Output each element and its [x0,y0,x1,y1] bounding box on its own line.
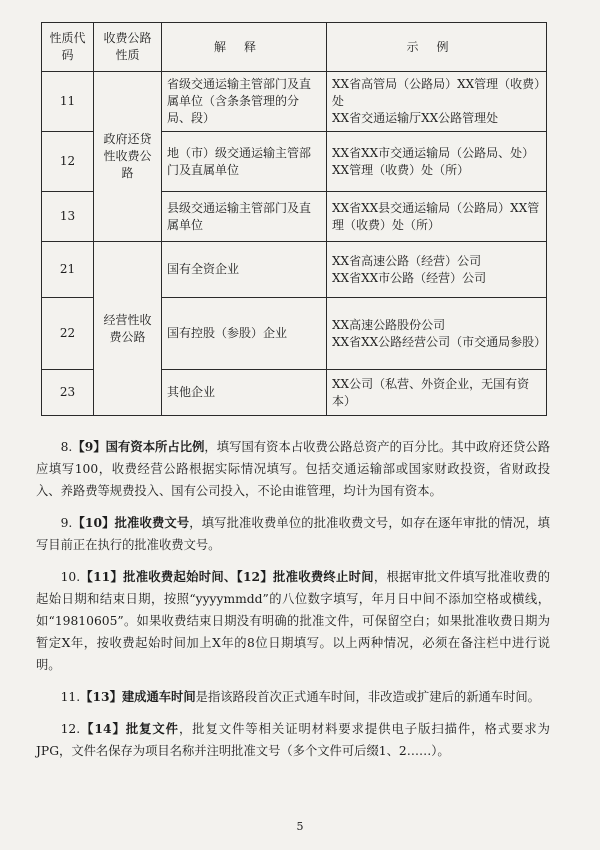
paragraph-12 [36,718,550,762]
row-example: XX公司（私营、外资企业，无国有资本） [327,370,547,416]
item-text: ，批复文件等相关证明材料要求提供电子版扫描件，格式要求为JPG，文件名保存为项目名称并注明批准文号（多个文件可后缀1、2……）。 [36,722,550,758]
row-explain: 其他企业 [162,370,327,416]
item-number: 11. [60,690,81,704]
row-explain: 县级交通运输主管部门及直属单位 [162,192,327,242]
row-example: XX省高速公路（经营）公司 XX省XX市公路（经营）公司 [327,242,547,298]
row-example: XX省高管局（公路局）XX管理（收费）处 XX省交通运输厅XX公路管理处 [327,72,547,132]
item-number: 10. [60,570,81,584]
header-explain: 解释 [162,23,327,72]
row-explain: 国有全资企业 [162,242,327,298]
header-type: 收费公路性质 [94,23,162,72]
header-example: 示例 [327,23,547,72]
nature-code-table [41,22,547,416]
item-text: ，填写批准收费单位的批准收费文号，如存在逐年审批的情况，填写目前正在执行的批准收费文号。 [36,516,550,552]
row-explain: 地（市）级交通运输主管部门及直属单位 [162,132,327,192]
row-code: 21 [42,242,94,298]
row-code: 11 [42,72,94,132]
paragraph-11 [36,686,550,708]
paragraph-8 [36,436,550,502]
row-explain: 国有控股（参股）企业 [162,298,327,370]
header-code: 性质代码 [42,23,94,72]
paragraph-10 [36,566,550,676]
row-example: XX省XX市交通运输局（公路局、处）XX管理（收费）处（所） [327,132,547,192]
item-label: 【13】建成通车时间 [80,689,196,704]
instruction-paragraphs [36,436,550,772]
item-text: ，填写国有资本占收费公路总资产的百分比。其中政府还贷公路应填写100，收费经营公路根据实际情况填写。包括交通运输部或国家财政投资，省财政投入、养路费等规费投入、国有公司投入，不论由谁管理，均计为国有资本。 [36,440,550,498]
item-number: 9. [60,516,73,530]
item-number: 8. [60,440,73,454]
group-gov: 政府还贷性收费公路 [94,72,162,242]
item-label: 【14】批复文件 [80,721,179,736]
row-example: XX高速公路股份公司 XX省XX公路经营公司（市交通局参股） [327,298,547,370]
row-code: 23 [42,370,94,416]
row-code: 12 [42,132,94,192]
item-number: 12. [60,722,81,736]
table-row [42,242,547,298]
item-label: 【10】批准收费文号 [72,515,190,530]
table-row [42,72,547,132]
table-header-row [42,23,547,72]
row-code: 22 [42,298,94,370]
item-text: ，根据审批文件填写批准收费的起始日期和结束日期，按照“yyyymmdd”的八位数字填写，年月日中间不添加空格或横线，如“19810605”。如果收费结束日期没有明确的批准文件，可保留空白；如果批准收费日期为暂定X年，按收费起始时间加上X年的8位日期填写。以上两种情况，必须在备注栏中进行说明。 [36,570,550,672]
item-text: 是指该路段首次正式通车时间，非改造或扩建后的新通车时间。 [195,690,540,704]
item-label: 【11】批准收费起始时间、【12】批准收费终止时间 [80,569,374,584]
paragraph-9 [36,512,550,556]
group-biz: 经营性收费公路 [94,242,162,416]
page-number: 5 [296,820,304,833]
item-label: 【9】国有资本所占比例 [72,439,205,454]
row-code: 13 [42,192,94,242]
row-explain: 省级交通运输主管部门及直属单位（含条条管理的分局、段） [162,72,327,132]
row-example: XX省XX县交通运输局（公路局）XX管理（收费）处（所） [327,192,547,242]
